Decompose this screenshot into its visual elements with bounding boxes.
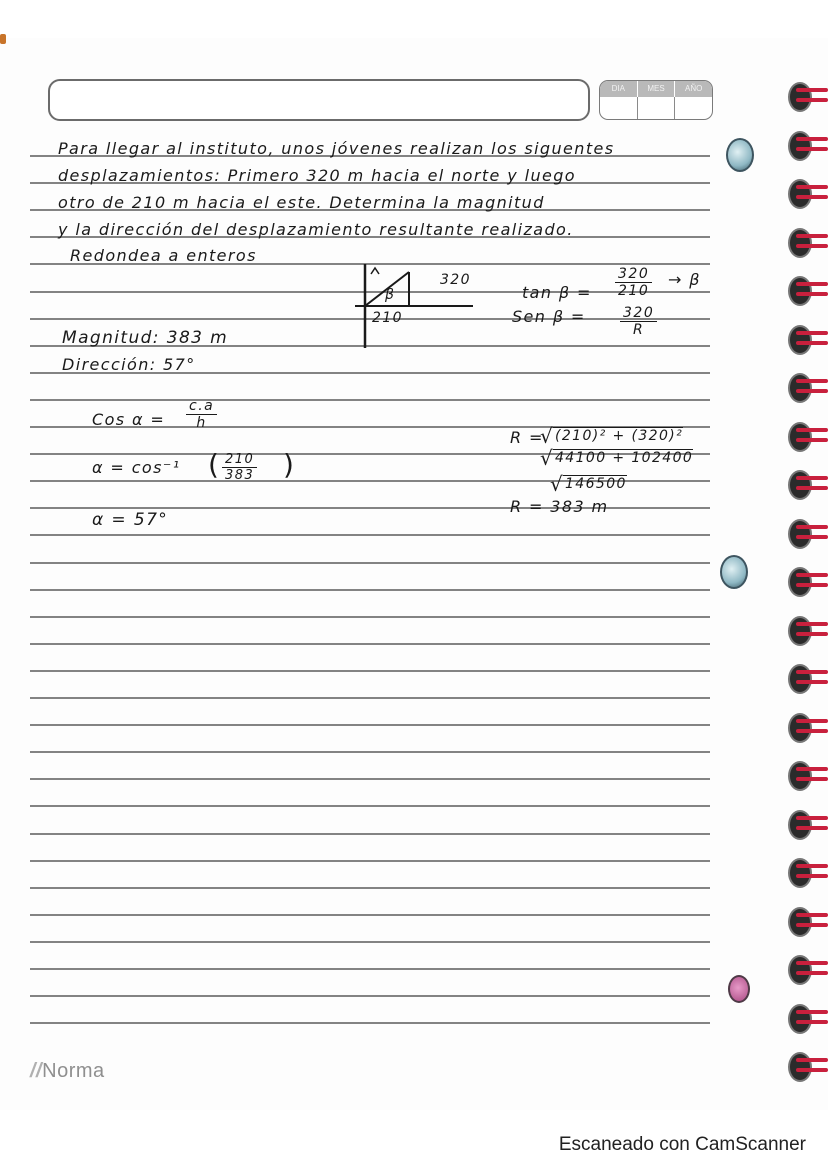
sin-numerator: 320 [620, 305, 657, 322]
sin-lhs: Sen β = [512, 307, 586, 326]
sin-denominator: R [633, 322, 645, 338]
spiral-ring-icon [788, 1002, 828, 1032]
ruled-line [30, 534, 710, 536]
ruled-line [30, 1022, 710, 1024]
scanner-watermark: Escaneado con CamScanner [558, 1134, 806, 1155]
ruled-line [30, 589, 710, 591]
cos-line2-lhs: α = cos⁻¹ [92, 458, 181, 477]
ruled-line [30, 562, 710, 564]
problem-line-4: y la dirección del desplazamiento resultante realizado. [58, 220, 574, 239]
ruled-line [30, 860, 710, 862]
arccos-denominator: 383 [225, 468, 255, 483]
spiral-ring-icon [788, 614, 828, 644]
spiral-ring-icon [788, 905, 828, 935]
date-cell-month [638, 97, 676, 119]
spiral-ring-icon [788, 565, 828, 595]
ruled-line [30, 778, 710, 780]
problem-line-3: otro de 210 m hacia el este. Determina la magnitud [58, 193, 545, 212]
ruled-line [30, 914, 710, 916]
cos-fraction [186, 398, 217, 431]
problem-line-1: Para llegar al instituto, unos jóvenes realizan los siguentes [58, 139, 615, 158]
diagram-vertical-side: 320 [440, 272, 471, 288]
spiral-ring-icon [788, 662, 828, 692]
pyth-line3-radicand: 146500 [565, 476, 627, 492]
spiral-ring-icon [788, 1050, 828, 1080]
tan-numerator: 320 [615, 266, 652, 283]
sqrt-icon: √ [550, 472, 565, 496]
date-label-day: DIA [600, 81, 638, 97]
paren-close: ) [283, 448, 296, 481]
date-label-month: MES [638, 81, 676, 97]
ruled-line [30, 724, 710, 726]
ruled-line [30, 941, 710, 943]
sin-fraction [620, 305, 657, 338]
date-box [599, 80, 713, 120]
ruled-line [30, 697, 710, 699]
date-cell-year [675, 97, 712, 119]
spiral-ring-icon [788, 420, 828, 450]
date-cell-day [600, 97, 638, 119]
ruled-line [30, 751, 710, 753]
binder-hole-icon [728, 975, 750, 1003]
magnitude-answer: Magnitud: 383 m [62, 328, 229, 348]
pyth-line1-lhs: R = [510, 428, 544, 447]
arccos-numerator: 210 [222, 452, 257, 468]
tan-denominator: 210 [618, 283, 650, 299]
tan-lhs: tan β = [522, 283, 592, 302]
spiral-ring-icon [788, 953, 828, 983]
logo-mark-icon: // [30, 1060, 43, 1082]
arccos-fraction [222, 452, 257, 483]
ruled-line [30, 670, 710, 672]
ruled-line [30, 968, 710, 970]
sqrt-icon: √ [540, 424, 555, 448]
sqrt-icon: √ [540, 446, 555, 470]
ruled-line [30, 995, 710, 997]
spiral-ring-icon [788, 468, 828, 498]
binder-hole-icon [726, 138, 754, 172]
spiral-ring-icon [788, 177, 828, 207]
cos-line1-lhs: Cos α = [92, 410, 166, 429]
page-edge-mark [0, 34, 6, 44]
cos-denominator: h [196, 415, 207, 431]
ruled-line [30, 805, 710, 807]
spiral-ring-icon [788, 323, 828, 353]
pyth-line1-radicand: (210)² + (320)² [555, 428, 684, 444]
title-field-box [48, 79, 590, 121]
spiral-ring-icon [788, 80, 828, 110]
cos-line3: α = 57° [92, 510, 169, 530]
tan-arrow: → β [668, 270, 701, 289]
diagram-angle-label: β [385, 287, 396, 303]
ruled-line [30, 643, 710, 645]
tan-fraction [615, 266, 652, 299]
spiral-ring-icon [788, 129, 828, 159]
paren-open: ( [208, 448, 221, 481]
problem-line-2: desplazamientos: Primero 320 m hacia el norte y luego [58, 166, 576, 185]
spiral-ring-icon [788, 856, 828, 886]
cos-numerator: c.a [186, 398, 217, 415]
ruled-line [30, 833, 710, 835]
problem-line-5: Redondea a enteros [70, 246, 257, 265]
pyth-line2-radicand: 44100 + 102400 [555, 450, 694, 466]
ruled-line [30, 887, 710, 889]
direction-answer: Dirección: 57° [62, 355, 196, 374]
ruled-line [30, 399, 710, 401]
spiral-ring-icon [788, 711, 828, 741]
logo-text: Norma [42, 1060, 105, 1082]
spiral-ring-icon [788, 517, 828, 547]
diagram-horizontal-side: 210 [372, 310, 403, 326]
ruled-line [30, 616, 710, 618]
norma-logo [30, 1060, 105, 1083]
spiral-ring-icon [788, 274, 828, 304]
spiral-ring-icon [788, 808, 828, 838]
binder-hole-icon [720, 555, 748, 589]
date-label-year: AÑO [685, 84, 703, 93]
spiral-ring-icon [788, 759, 828, 789]
spiral-ring-icon [788, 371, 828, 401]
pyth-line4: R = 383 m [510, 497, 609, 516]
spiral-ring-icon [788, 226, 828, 256]
